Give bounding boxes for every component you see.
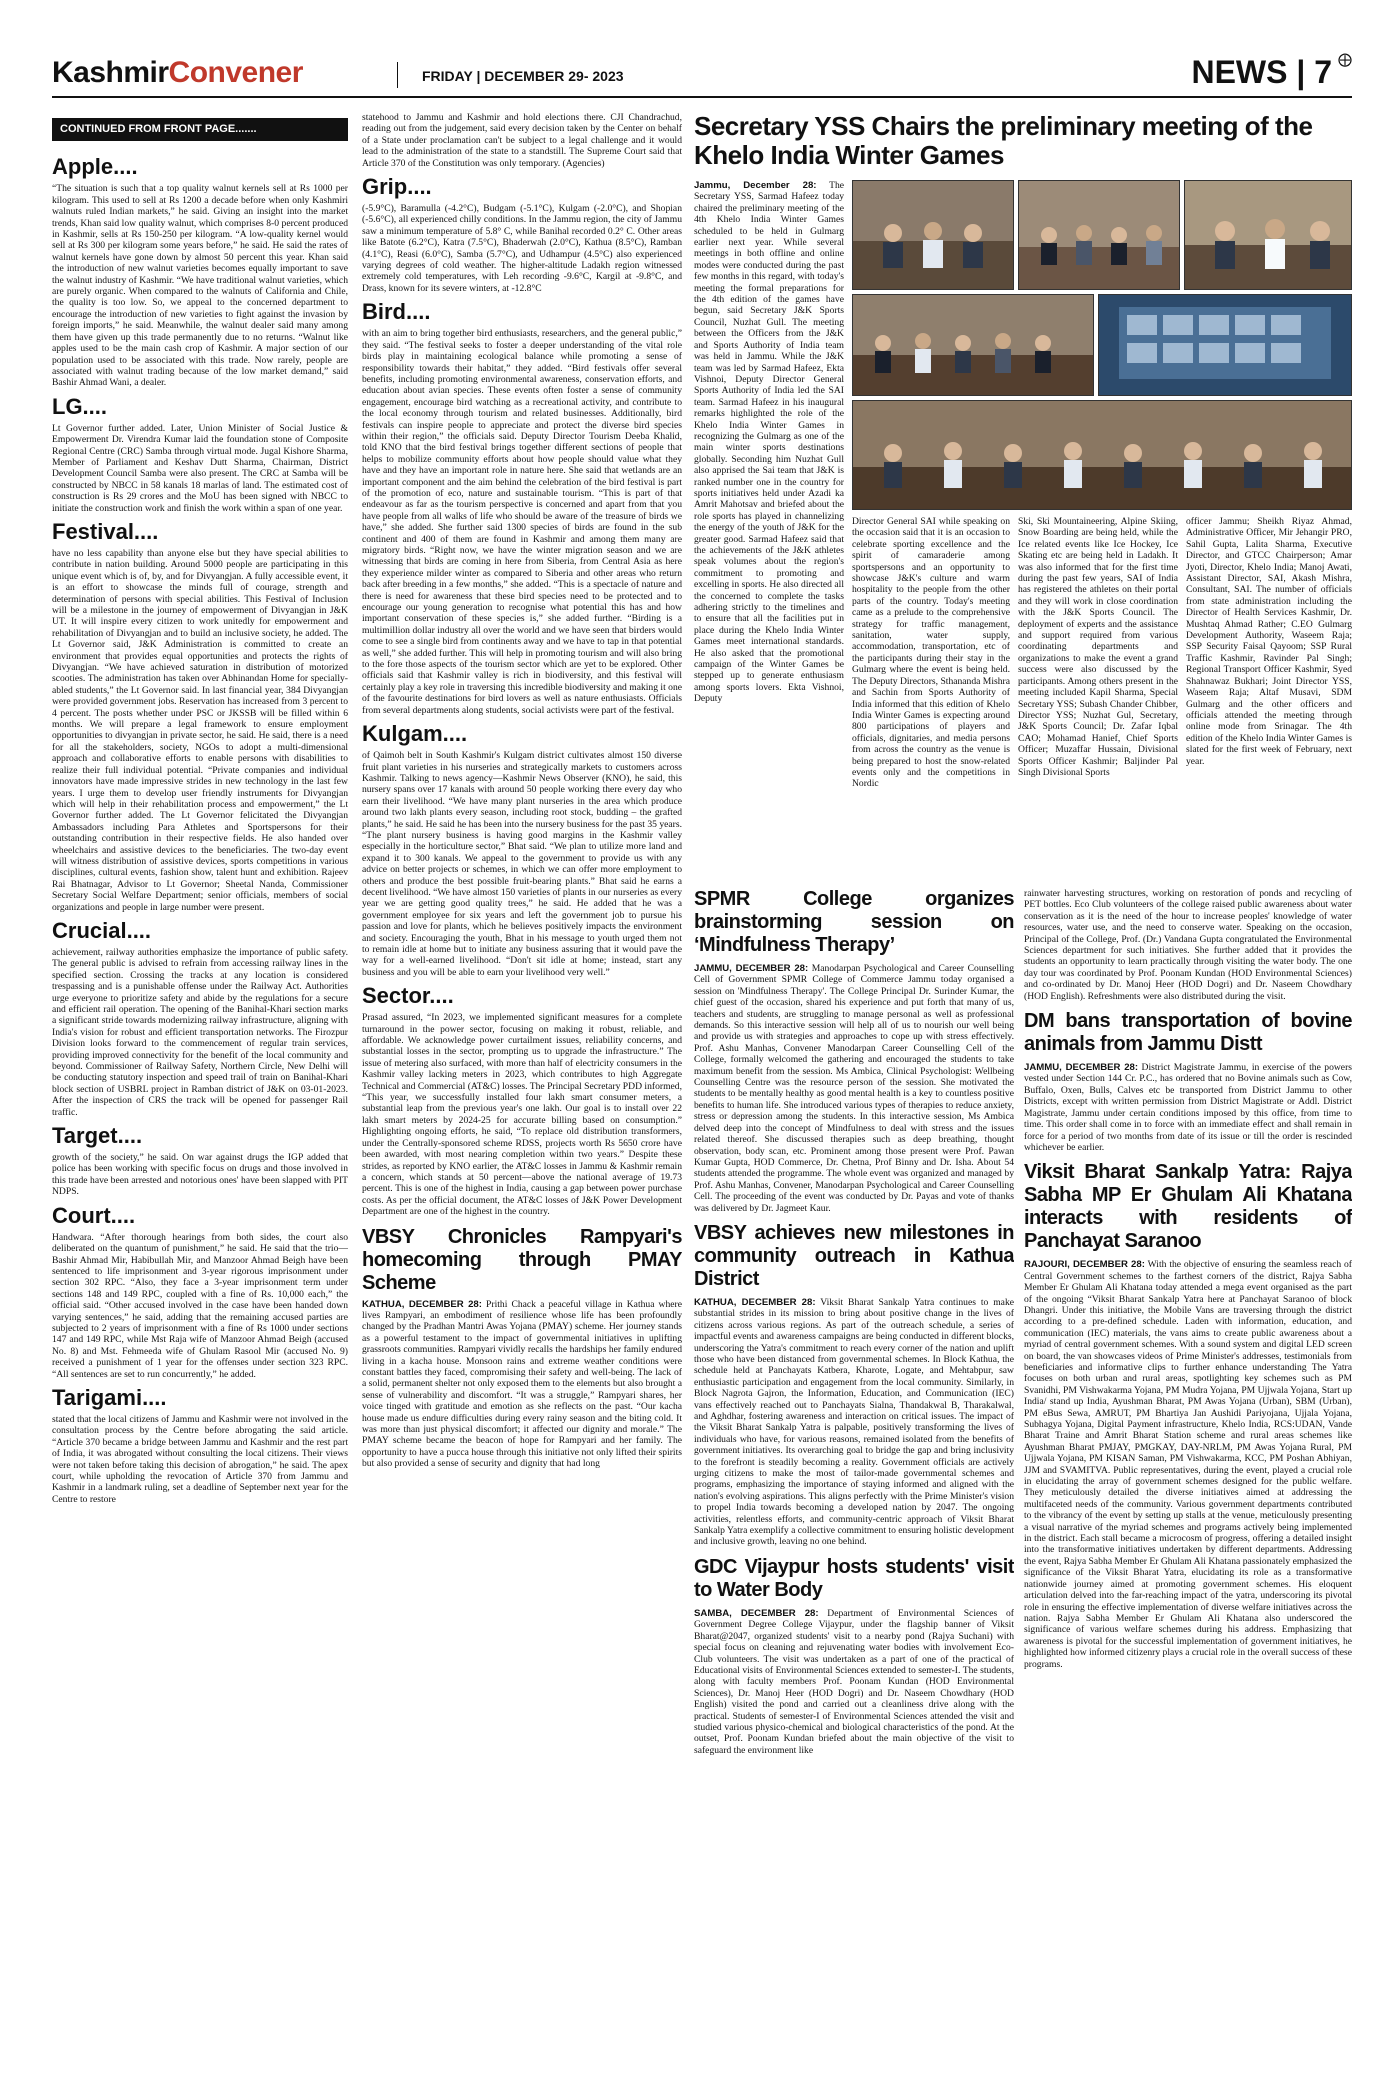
dm-dateline: JAMMU, DECEMBER 28: xyxy=(1024,1062,1139,1074)
column-2 xyxy=(362,112,682,2070)
top-story-text-3: Ski, Ski Mountaineering, Alpine Skiing, Snow Boarding are being held, while the Ice related events like Ice Hockey, Ice Skating etc are being held in Ladakh. It was also informed that for the first time during the past few years, SAI of India has registered the athletes on their portal and they will work in close coordination with the J&K Sports Council. The deployment of experts and the assistance and support required from various coordinating departments and organizations to make the event a grand success were also discussed by the participants. Among others present in the meeting included Kapil Sharma, Special Secretary YSS; Subash Chander Chibber, Director YSS; Nuzhat Gul, Secretary, J&K Sports Council; Dr. Zafar Iqbal CAO; Mohamad Hanief, Chief Sports Officer; Muzaffar Hussain, Divisional Sports Officer Kashmir; Baljinder Pal Singh Divisional Sports xyxy=(1018,516,1178,778)
kathua-headline: VBSY achieves new milestones in community outreach in Kathua District xyxy=(694,1221,1014,1290)
kathua-paragraph xyxy=(694,1297,1014,1548)
meeting-photo-5-image xyxy=(1099,295,1351,395)
spmr-text: Manodarpan Psychological and Career Counselling Cell of Government SPMR College of Commerce Jammu today organised a session on 'Mindfulness Therapy'. The College Principal Dr. Surinder Kumar, the chief guest of the occasion, shared his experience and put forth that many of us, teachers and students, are struggling to manage personal as well as professional demands. So this interactive session will help all of us to nourish our well being and provide us with strategies and approaches to cope up with stress effectively. Prof. Ashu Manhas, Convener Manodarpan Career Counselling Cell of the College, formally welcomed the gathering and encouraged the students to take maximum benefit from the session. Ms Ambica, Clinical Psychologist: Wellbeing Counselling Centre was the resource person of the session. She motivated the students to be mentally healthy as good mental health is a key to countless positive benefits to human life. She introduced various types of therapies to reduce anxiety, stress or depression among the students. In this interactive session, Ms Ambica delved deep into the concept of Mindfulness to deal with stress and the issues related thereof. She discussed therapies such as deep breathing, thought observation, body scan, etc. Prominent among those present were Prof. Pawan Kumar Gupta, HOD Commerce, Dr. Chetna, Prof Binny and Dr. Isha. About 54 students attended the programme. The whole event was organized and managed by Prof. Ashu Manhas, Convener, Manodarpan Psychological and Career Counselling Cell. The proceeding of the event was conducted by Dr. Payas and vote of thanks was delivered by Dr. Jagmeet Kaur. xyxy=(694,963,1014,1214)
vbsy-rampyari-text: Prithi Chack a peaceful village in Kathua where lives Rampyari, an embodiment of resilience whose life has been profoundly changed by the Pradhan Mantri Awas Yojana (PMAY) scheme. Her journey stands as a powerful testament to the impact of governmental initiatives in uplifting grassroots communities. Rampyari vividly recalls the hardships her family endured living in a kacha house. Monsoon rains and extreme weather conditions were constant battles they faced, compromising their safety and well-being. The lack of a solid, permanent shelter not only exposed them to the elements but also brought a sense of vulnerability and discomfort. “It was a struggle,” Rampyari shares, her voice tinged with gratitude and emotion as she reflects on the past. “Our kacha house made us endure difficulties during every rainy season and the biting cold. It was more than just physical discomfort; it affected our dignity and morale.” The PMAY scheme became the beacon of hope for Rampyari and her family. The opportunity to have a pucca house through this initiative not only lifted their spirits but also provided a sense of security and dignity that had long xyxy=(362,1298,682,1470)
bird-text: with an aim to bring together bird enthusiasts, researchers, and the general public,” they said. “The festival seeks to foster a deeper understanding of the vital role birds play in maintaining ecological balance while promoting a sense of responsibility towards their habitat,” they added. “Bird festivals offer several benefits, including promoting environmental awareness, conservation efforts, and education about avian species. These events often foster a sense of community engagement, encourage bird watching as a recreational activity, and contribute to the local economy through tourism and related businesses. Additionally, bird festivals can inspire people to appreciate and protect the diverse bird species within their region,” the officials said. Deputy Director Tourism Deeba Khalid, told KNO that the bird festival brings together different sections of people that helps to mobilize community efforts about how people should value what they have and they have an important role in nature here. She said that wetlands are an important component and the aim behind the celebration of the bird festival is part of the promotion of eco, nature and sustainable tourism. “This is part of that endeavour as far as the tourism perspective is concerned and apart from that you have people from all walks of life who should be aware of the treasure of birds we have,” she added. She further said 1300 species of birds are found in the sub continent and 400 of them are found in Kashmir and among them many are migratory birds. “Right now, we have the winter migration season and we are witnessing that birds are coming in here from Siberia, from Central Asia as here they experience milder winter as compared to Siberia and other areas who return back after breeding in a few months,” she added. “This is a spectacle of nature and there is need for awareness that these bird species need to be protected and to encourage our young generation to recognise what potential this has and how important conservation of these species is,” she added further. “Birding is a multimillion dollar industry all over the world and we have seen that birders would come to see a single bird from continents away and we have to tap in that potential as well,” she added further. This will help in promoting tourism and will also bring to the fore those aspects of the tourism sector which are yet to be explored. Other officials said that Kashmir valley is rich in biodiversity, and this festival will certainly play a key role in traversing this incredible biodiversity and making it one of the favourite destinations for bird lovers as well as nature enthusiasts. Officials from several departments along students, social activists were part of the festival. xyxy=(362,328,682,716)
dm-headline: DM bans transportation of bovine animals from Jammu Distt xyxy=(1024,1010,1352,1056)
kulgam-text: of Qaimoh belt in South Kashmir's Kulgam district cultivates almost 150 diverse fruit plant varieties in his nurseries and strategically markets to customers across Kashmir. Talking to news agency—Kashmir News Observer (KNO), he said, this nursery spans over 17 kanals with around 50 people working there every day who earn their livelihood. “We have many plant nurseries in the area which produce around two lakh plants every season, including root stock, budding – the grafted plants,” he said. He said he has been into the nursery business for the past 35 years. “The plant nursery business is having good margins in the Kashmir valley especially in the horticulture sector,” Bhat said. “We plan to utilize more land and expand it to 300 kanals. We appeal to the government to provide us with any advice on better projects or schemes, in which we can offer more employment to others and produce the best possible fruit-bearing plants.” Bhat said he earns a decent livelihood. “We have almost 150 varieties of plants in our nurseries as every year we are getting good quality trees,” he said. He added that he was a government employee for six years and left the government job to pursue his passion and love for plants, which he believes positively impacts the environment and society. Encouraging the youth, Bhat in his message to youth urged them not to remain idle at home but to initiate any business assuring that it would pave the way for a well-earned livelihood. “Don't sit idle at home; instead, start any business and you will be able to earn your livelihood very well.” xyxy=(362,750,682,978)
top-story-col-4 xyxy=(1186,516,1352,880)
masthead-divider xyxy=(397,62,398,88)
spmr-paragraph xyxy=(694,963,1014,1214)
meeting-photo-1-image xyxy=(853,181,1013,289)
meeting-photo-2 xyxy=(1018,180,1180,290)
crucial-text: achievement, railway authorities emphasize the importance of public safety. The general public is advised to refrain from accessing railway lines in the specified section. Crossing the tracks at any location is considered trespassing and is a punishable offense under the Railway Act. Authorities urge everyone to prioritize safety and abide by the regulations for a secure and efficient rail operation. The opening of the Banihal-Khari section marks a significant stride towards modernizing railway infrastructure, aligning with India's vision for robust and efficient transportation networks. The Firozpur Division looks forward to the commencement of regular train services, providing improved connectivity for the benefit of the local community and beyond. Commissioner of Railway Safety, Northern Circle, New Delhi will be conducting statutory inspection and speed trail of train on Banihal-Khari block section of USBRL project in Ramban district of J&K on 03-01-2023. After the inspection of CRS the track will be opened for passenger Rail traffic. xyxy=(52,946,348,1118)
top-story-col-2 xyxy=(852,516,1010,880)
top-story-headline: Secretary YSS Chairs the preliminary meeting of the Khelo India Winter Games xyxy=(694,111,1313,170)
vbsy-rampyari-paragraph xyxy=(362,1299,682,1470)
tarigami-heading: Tarigami.... xyxy=(52,1384,167,1410)
top-story-text-1: The Secretary YSS, Sarmad Hafeez today chaired the preliminary meeting of the 4th Khelo India Winter Games scheduled to be held in Gulmarg earlier next year. While several meetings in both offline and online modes were conducted during the past few months in this regard, with today's meeting the formal preparations for the 4th edition of the games have begun, said Secretary J&K Sports Council, Nuzhat Gull. The meeting between the Officers from the J&K and Sports Authority of India team was held in Jammu. While the J&K team was led by Sarmad Hafeez, Ekta Vishnoi, Deputy Director General Sports Authority of India led the SAI team. Sarmad Hafeez in his inaugural remarks highlighted the role of the Khelo India Winter Games in recognizing the Gulmarg as one of the main winter sports destinations globally. Seconding him Nuzhat Gull also apprised the Sai team that J&K is ranked number one in the country for sports initiatives held under Azadi ka Amrit Mahotsav and briefed about the role sports has played in channelizing the energy of the youth of J&K for the greater good. Sarmad Hafeez said that the achievements of the J&K athletes speak volumes about the region's commitment to promoting and excelling in sports. He also directed all the concerned to complete the tasks adhering strictly to the timelines and to ensure that all the facilities put in place during the Khelo India Winter Games meet international standards. He also asked that the promotional campaign of the Winter Games be stepped up to generate enthusiasm among sports lovers. Ekta Vishnoi, Deputy xyxy=(694,180,844,705)
spmr-headline: SPMR College organizes brainstorming session on ‘Mindfulness Therapy’ xyxy=(694,888,1014,956)
vbs-headline: Viksit Bharat Sankalp Yatra: Rajya Sabha MP Er Ghulam Ali Khatana interacts with residents of Panchayat Saranoo xyxy=(1024,1161,1352,1253)
lg-text: Lt Governor further added. Later, Union Minister of Social Justice & Empowerment Dr. Virendra Kumar laid the foundation stone of Composite Regional Centre (CRC) Samba through virtual mode. Jugal Kishore Sharma, Member of Parliament and Keshav Dutt Sharma, Chairman, District Development Council Samba were also present. The CRC at Samba will be constructed by NBCC in 58 kanals 18 marlas of land. The estimated cost of construction is Rs 29 crores and the MoU has been signed with NBCC to initiate the construction work and finish the work within a span of one year. xyxy=(52,422,348,514)
meeting-photo-6 xyxy=(852,400,1352,510)
top-story-col-3 xyxy=(1018,516,1178,880)
meeting-photo-2-image xyxy=(1019,181,1179,289)
brand-part-a: Kashmir xyxy=(52,56,169,89)
top-story-dateline: Jammu, December 28: xyxy=(694,180,817,191)
target-heading: Target.... xyxy=(52,1123,143,1149)
gdc-dateline: SAMBA, DECEMBER 28: xyxy=(694,1607,819,1619)
meeting-photo-1 xyxy=(852,180,1014,290)
column-3 xyxy=(694,888,1014,2070)
top-story-col-1 xyxy=(694,180,844,880)
meeting-photo-3 xyxy=(1184,180,1352,290)
bird-heading: Bird.... xyxy=(362,299,431,325)
meeting-photo-grid xyxy=(852,180,1352,510)
top-story-text-2: Director General SAI while speaking on the occasion said that it is an occasion to celebrate sporting excellence and the spirit of camaraderie among sportspersons and an opportunity to showcase J&K's culture and warm hospitality to the people from the other parts of the country. Today's meeting came as a prelude to the comprehensive strategy for traffic management, sanitation, water supply, accommodation, transportation, etc of the participants during their stay in the Gulmarg where the event is being held. The Deputy Directors, Sthananda Mishra and Sachin from Sports Authority of India informed that this edition of Khelo India Winter Games is expecting around 800 participations of players and officials, dignitaries, and media persons from across the country as the venue is being prepared to host the snow-related events only and the competitions in Nordic xyxy=(852,516,1010,790)
tarigami-continued-text: statehood to Jammu and Kashmir and hold elections there. CJI Chandrachud, reading out from the judgement, said every decision taken by the Center on behalf of a State under proclamation can't be subject to a legal challenge and it would lead to the administration of the state to a standstill. The Supreme Court said that Article 370 of the Constitution was only temporary. (Agencies) xyxy=(362,112,682,169)
kathua-dateline: KATHUA, DECEMBER 28: xyxy=(694,1296,816,1308)
gdc-continued-text: rainwater harvesting structures, working on restoration of ponds and recycling of PET bottles. Eco Club volunteers of the college raised public awareness about water conservation as it is the need of the hour to increase peoples' knowledge of water resources, water use, and the need to conserve water. Speaking on the occasion, Principal of the College, Prof. (Dr.) Vandana Gupta congratulated the Environmental Sciences department for such initiatives. She further added that it provides the students an opportunity to learn practically through visiting the water body. The one day tour was coordinated by Prof. Poonam Kundan (HOD Environmental Sciences) and co-ordinated by Dr. Manoj Heer (HOD Dogri) and Dr. Naseem Chowdhary (HOD English). Refreshments were also distributed during the visit. xyxy=(1024,888,1352,1002)
masthead xyxy=(52,52,1352,98)
festival-text: have no less capability than anyone else but they have special abilities to contribute in nation building. Around 5000 people are participating in this unique event which is of, by, and for Divyangjan. A fully accessible event, it is an effort to showcase the minds full of courage, strength and determination of persons with special abilities. This Festival of Inclusion will be a milestone in the journey of empowerment of Divyangjan in J&K UT. It will inspire every citizen to work unitedly for empowerment and rehabilitation of Divyangjan and to build an inclusive society, he added. The Lt Governor said, J&K Administration is committed to create an environment that provides equal opportunities and protects the rights of Divyangjan. “We have achieved saturation in distribution of motorized scooties. The administration has taken over Abhinandan Home for specially-abled students,” the Lt Governor said. In last financial year, 384 Divyangjan were provided government jobs. Reservation has increased from 3 percent to 4 percent. The posts whether under PSC or JKSSB will be filled within 6 months. We will prepare a legal framework to ensure employment opportunities to divyangjan in private sector, he said. He said, there is a need for all the stakeholders, society, NGOs to adopt a multi-dimensional approach and collaborative efforts to enable persons with disabilities to realize their full individual potential. “Private companies and individual innovators have made impressive strides in new technology in the last few years. I urge them to develop user friendly instruments for Divyangjan which will help in their rehabilitation process and empowerment,” the Lt Governor further added. The Lt Governor felicitated the Divyangjan Ambassadors including Para Athletes and Sportspersons for their outstanding contribution in their respective fields. He also handed over wheelchairs and assistive devices to the beneficiaries. The two-day event will witness distribution of assistive devices, sports competitions in various disciplines, cultural events, fashion show, talent hunt and exhibition. Rajeev Rai Bhatnagar, Advisor to Lt Governor; Sheetal Nanda, Commissioner Secretary Social Welfare Department; senior officials, members of social organizations and people in large number were present. xyxy=(52,547,348,913)
grip-text: (-5.9°C), Baramulla (-4.2°C), Budgam (-5.1°C), Kulgam (-2.0°C), and Shopian (-5.6°C), all experienced chilly conditions. In the Jammu region, the city of Jammu saw a minimum temperature of 5.8° C, while Banihal recorded 0.2° C. Other areas like Batote (6.2°C), Katra (7.5°C), Bhaderwah (2.0°C), Kathua (8.5°C), Ramban (4.1°C), Reasi (6.0°C), Samba (5.7°C), and Udhampur (4.5°C) also experienced varying degrees of cold weather. The higher-altitude Ladakh region witnessed extremely cold temperatures, with Leh recording -9.6°C, Kargil at -9.8°C, and Drass, known for its severe winters, at -12.8°C xyxy=(362,203,682,294)
vbsy-rampyari-headline: VBSY Chronicles Rampyari's homecoming through PMAY Scheme xyxy=(362,1225,682,1294)
meeting-photo-6-image xyxy=(853,401,1351,509)
vbs-dateline: RAJOURI, DECEMBER 28: xyxy=(1024,1259,1145,1271)
tarigami-text: stated that the local citizens of Jammu and Kashmir were not involved in the consultation process by the Centre before abrogating the said article. “Article 370 became a bridge between Jammu and Kashmir and the rest part of India, it was abrogated without consulting the local citizens. Their views were not taken before taking this decision of abrogation,” he said. The apex court, while upholding the revocation of Article 370 from Jammu and Kashmir in a landmark ruling, set a deadline of September next year for the Centre to restore xyxy=(52,1413,348,1505)
target-text: growth of the society,” he said. On war against drugs the IGP added that police has been working with specific focus on drugs and those involved in this trade have been arrested and notorious ones' have been slapped with PIT NDPS. xyxy=(52,1152,348,1198)
meeting-photo-5 xyxy=(1098,294,1352,396)
section-label: NEWS | 7 xyxy=(1191,54,1332,90)
dm-paragraph xyxy=(1024,1062,1352,1153)
brand-logo xyxy=(52,56,303,90)
top-story xyxy=(694,112,1352,170)
column-1 xyxy=(52,118,348,2068)
column-4 xyxy=(1024,888,1352,2070)
court-heading: Court.... xyxy=(52,1202,136,1228)
crucial-heading: Crucial.... xyxy=(52,917,152,943)
vbsy-rampyari-dateline: KATHUA, DECEMBER 28: xyxy=(362,1298,482,1310)
dm-text: District Magistrate Jammu, in exercise of the powers vested under Section 144 Cr. P.C., has ordered that no Bovine animals such as Cow, Buffalo, Oxen, Bulls, Calves etc be transported from District Jammu to other Districts, except with written permission from District Magistrate or Addl. District Magistrate, Jammu under certain conditions imposed by this office, from time to time. This order shall come in to force with an immediate effect and shall remain in force for a period of two months from date of its issue or till the order is rescinded whichever be earlier. xyxy=(1024,1062,1352,1153)
top-story-para-1 xyxy=(694,180,844,705)
meeting-photo-3-image xyxy=(1185,181,1351,289)
continued-banner: CONTINUED FROM FRONT PAGE....... xyxy=(52,118,348,141)
grip-heading: Grip.... xyxy=(362,174,432,200)
kathua-text: Viksit Bharat Sankalp Yatra continues to make substantial strides in its mission to bring about positive change in the lives of citizens across various regions. As part of the outreach schedule, a series of impactful events and awareness campaigns are being conducted in different blocks, underscoring the Yatra's commitment to reach every corner of the nation and uplift those who have been distanced from governmental schemes. In Block Kathua, the schedule held at Panchayats Katbera, Kharote, Logate, and Mehtabpur, saw enthusiastic participation and engagement from the local community. Similarly, in Block Nagrota Gajron, the Information, Education, and Communication (IEC) vans effectively reached out to Panchayats Sialna, Thandakwal B, Tharakalwal, and Aghdhar, fostering awareness and interaction on critical issues. The impact of the Viksit Bharat Sankalp Yatra is palpable, positively transforming the lives of individuals who have, for various reasons, remained isolated from the benefits of government initiatives. Its overarching goal to bridge the gap and bring inclusivity to the forefront is steadily becoming a reality. Government officials are actively urging citizens to make the most of tailor-made governmental schemes and programs, emphasizing the importance of staying informed and aligned with the nation's evolving aspirations. This aligns perfectly with the Prime Minister's vision to propel India towards becoming a developed nation by 2047. The ongoing activities, relentless efforts, and community-centric approach of Viksit Bharat Sankalp Yatra exemplify a collective commitment to ensuring holistic development and inclusive growth, leaving no one behind. xyxy=(694,1296,1014,1548)
lg-heading: LG.... xyxy=(52,393,107,419)
registration-mark-icon: ⨁ xyxy=(1338,52,1352,68)
brand-part-b: Convener xyxy=(168,56,303,89)
vbs-text: With the objective of ensuring the seamless reach of Central Government schemes to the farthest corners of the district, Rajya Sabha Member Er Ghulam Ali Khatana today attended a mega event organised as the part of the ongoing “Viksit Bharat Sankalp Yatra here at Panchayat Saranoo of block Dhangri. Under this initiative, the Mobile Vans are traversing through the district according to a pre-defined schedule. Laden with information, education, and communication (IEC) materials, the vans aims to create public awareness about a myriad of central government schemes. With a sound system and digital LED screen on board, the van showcases videos of Prime Minister's addresses, testimonials from beneficiaries and informative clips to further enhance understanding The Yatra focuses on both urban and rural areas, spotlighting key schemes such as PM Svanidhi, PM Vishwakarma Yojana, PM Mudra Yojana, PM Ujjwala Yojana, Start up India/ stand up India, Ayushman Bharat, PM Awas Yojana (Urban), SBM (Urban), PM eBus Sewa, AMRUT, PM Bhartiya Jan Aushidi Pariyojana, Ujjala Yojana, Subhagya Yojana, Digital Payment infrastructure, Khelo India, RCS:UDAN, Vande Bharat Traine and Amrit Bharat Station scheme and rural areas schemes like Ayushman Bharat PMJAY, PMGKAY, DAY-NRLM, PM Awas Yojana Rural, PM Ujjwala Yojana, PM KISAN Saman, PM Vishwakarma, KCC, PM Poshan Abhiyan, JJM and SVAMITVA. Public representatives, during the event, played a crucial role in elucidating the array of government schemes designed for the public welfare. They meticulously detailed the diverse initiatives aimed at addressing the multifaceted needs of the community. Various government departments contributed to the vibrancy of the event by setting up stalls at the venue, meticulously presenting a visual narrative of the myriad schemes and programs actively being implemented in the district. Each stall became a microcosm of progress, offering a detailed insight into the transformative initiatives undertaken by different departments. Addressing the event, Rajya Sabha Member Er Ghulam Ali Khatana passionately emphasized the significance of the Viksit Bharat Yatra, elucidating its role as a transformative nationwide journey aimed at promoting government schemes. His eloquent articulation delved into the far-reaching impact of the yatra, underscoring its pivotal role in ensuring the effective implementation of diverse welfare initiatives across the nation. Rajya Sabha Member Er Ghulam Ali Khatana also underscored the significance of various welfare schemes during his address. Emphasizing that awareness is pivotal for the successful implementation of government initiatives, he highlighted how informed citizenry plays a crucial role in the overall success of these programs. xyxy=(1024,1259,1352,1670)
apple-heading: Apple.... xyxy=(52,154,138,180)
court-text: Handwara. “After thorough hearings from both sides, the court also deliberated on the quantum of punishment,” he said. He said that the trio—Bashir Ahmad Mir, Habibullah Mir, and Manzoor Ahmad Beigh have been sentenced to life imprisonment and 3-year rigorous imprisonment under section 302 RPC. “Also, they face a 3-year imprisonment term under sections 148 and 149 RPC, coupled with a fine of Rs. 10,000 each,” the official said. “Other accused involved in the case have been handed down varying sentences,” he said, adding that the remaining accused parties are subjected to 2 years of imprisonment with a fine of Rs 1000 under sections 147 and 149 RPC, while Mst Raja wife of Manzoor Ahmad Beigh (accused No. 8) and Mst. Fehmeeda wife of Ghulam Rasool Mir (accused No. 9) received a punishment of 1 year for the offenses under section 323 RPC. “All sentences are set to run concurrently,” he added. xyxy=(52,1231,348,1380)
vbs-paragraph xyxy=(1024,1259,1352,1670)
spmr-dateline: JAMMU, DECEMBER 28: xyxy=(694,963,809,974)
top-story-text-4: officer Jammu; Sheikh Riyaz Ahmad, Administrative Officer, Mir Jehangir PRO, Sahil Gupta, Lalita Sharma, Executive Director, and GTCC Chairperson; Amar Jyoti, Director, Khelo India; Manoj Awati, Assistant Director, SAI, Akash Mishra, Consultant, SAI. The number of officials from state administration including the Director of Health Services Kashmir, Dr. Mushtaq Ahmad Rather; C.EO Gulmarg Development Authority, Waseem Raja; SSP Security Faisal Qayoom; SSP Rural Traffic Kashmir, Ravinder Pal Singh; Regional Transport Officer Kashmir, Syed Shahnawaz Bukhari; Joint Director YSS, Waseem Raja; Altaf Musavi, SDM Gulmarg and the other officers and officials attended the meeting through online mode from Srinagar. The 4th edition of the Khelo India Winter Games is slated for the first week of February, next year. xyxy=(1186,516,1352,767)
meeting-photo-4-image xyxy=(853,295,1093,395)
sector-text: Prasad assured, “In 2023, we implemented significant measures for a complete turnaround in the power sector, focusing on making it robust, reliable, and affordable. We acknowledge power curtailment issues, reliability concerns, and substantial losses in the sector, prompting us to upgrade the infrastructure.” The issue of metering also surfaced, with more than half of electricity consumers in the Kashmir valley lacking meters in 2023, which contributes to high Aggregate Technical and Commercial (AT&C) losses. The Principal Secretary PDD informed, “This year, we successfully installed four lakh smart consumer meters, a substantial leap from the previous year's one lakh. Our goal is to install over 22 lakh smart meters by 2024-25 for accurate billing based on consumption.” Highlighting ongoing efforts, he said, “To replace old distribution transformers, under the Centrally-sponsored scheme RDSS, projects worth Rs 5650 crore have been awarded, with most nearing completion within two years.” Despite these strides, as reported by KNO earlier, the AT&C losses in Jammu & Kashmir remain a concern, which stands at 50 percent—above the national average of 19.73 percent. This is one of the highest in India, causing a gap between power purchase costs. As per the official document, the AT&C losses of J&K Power Development Department are one of the highest in the country. xyxy=(362,1012,682,1218)
meeting-photo-4 xyxy=(852,294,1094,396)
apple-text: “The situation is such that a top quality walnut kernels sell at Rs 1000 per kilogram. This used to sell at Rs 1200 a decade before when only Kashmiri walnuts ruled Indian markets,” he said. Giving an insight into the market trends, Khan said low quality walnut, which comprises 8-0 percent produced in Kashmir, sells at Rs 150-250 per kilogram. “A low-quality kernel would sell at Rs 300 per kilogram some years before,” he said. He said the rates of walnut kernels have gone down by almost 50 percent this year. Khan said the introduction of new walnut varieties becomes equally important to save the walnut industry of Kashmir. “We have traditional walnut varieties, which are purely organic. When compared to the walnuts of California and Chile, the quality is too low. So, we appeal to the concerned department to encourage the introduction of new varieties to fight against the invasion by foreign imports,” he said. Meanwhile, the walnut dealer said many among them have given up this trade permanently due to no returns. “Walnut like apples used to be the main cash crop of Kashmir. A major section of our population used to be associated with this trade. Now rarely, people are associated with walnut trading because of the low market demand,” said Bashir Ahmad Wani, a dealer. xyxy=(52,183,348,389)
gdc-headline: GDC Vijaypur hosts students' visit to Water Body xyxy=(694,1555,1014,1601)
gdc-paragraph xyxy=(694,1608,1014,1756)
gdc-text: Department of Environmental Sciences of Government Degree College Vijaypur, under the flagship banner of Viksit Bharat@2047, organized students' visit to a nearby pond (Rajya Suchani) with special focus on cleaning and rejuvenating water bodies with involvement Eco-Club volunteers. The visit was undertaken as a part of one of the practical of Educational visits of Environmental Sciences extended to semester-I. The students, along with faculty members Prof. Poonam Kundan (HOD Environmental Sciences), Dr. Manoj Heer (HOD Dogri) and Dr. Naseem Chowdhary (HOD English) visited the pond and carried out a cleanliness drive along with the practical. Students of semester-I of Environmental Sciences attended the visit and studied various physico-chemical and biological characteristics of the pond. At the outset, Prof. Poonam Kundan briefed about the main objective of the visit to safeguard the environment like xyxy=(694,1607,1014,1756)
issue-date: FRIDAY | DECEMBER 29- 2023 xyxy=(422,68,624,84)
sector-heading: Sector.... xyxy=(362,983,454,1009)
kulgam-heading: Kulgam.... xyxy=(362,721,468,747)
festival-heading: Festival.... xyxy=(52,518,159,544)
